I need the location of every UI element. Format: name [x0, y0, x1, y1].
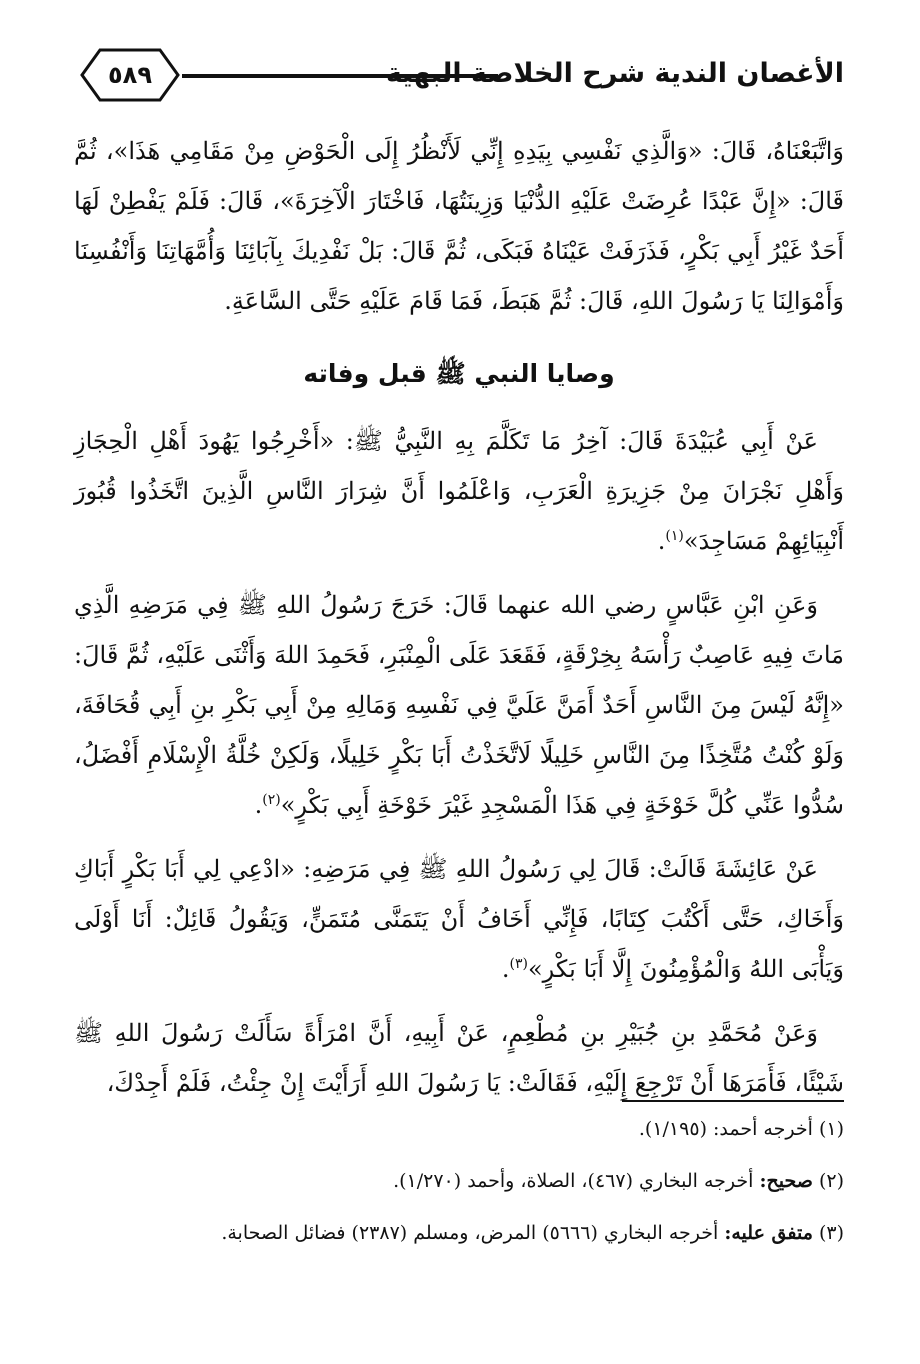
section-heading: وصايا النبي ﷺ قبل وفاته [303, 359, 615, 388]
paragraph-5-text: وَعَنْ مُحَمَّدِ بنِ جُبَيْرِ بنِ مُطْعِمٍ، عَنْ أَبِيهِ، أَنَّ امْرَأَةً سَأَلَتْ رَسُولَ اللهِ ﷺ شَيْئًا، فَأَمَرَهَا أَنْ تَرْجِعَ إِلَيْهِ، فَقَالَتْ: يَا رَسُولَ اللهِ أَرَأَيْتَ إِنْ جِئْتُ، فَلَمْ أَجِدْكَ، [74, 1019, 844, 1097]
footnote-divider [622, 1100, 844, 1102]
paragraph-1: وَاتَّبَعْنَاهُ، قَالَ: «وَالَّذِي نَفْسِي بِيَدِهِ إِنِّي لَأَنْظُرُ إِلَى الْحَوْضِ مِنْ مَقَامِي هَذَا»، ثُمَّ قَالَ: «إِنَّ عَبْدًا عُرِضَتْ عَلَيْهِ الدُّنْيَا وَزِينَتُهَا، فَاخْتَارَ الْآخِرَةَ»، قَالَ: فَلَمْ يَفْطِنْ لَهَا أَحَدٌ غَيْرُ أَبِي بَكْرٍ، فَذَرَفَتْ عَيْنَاهُ فَبَكَى، ثُمَّ قَالَ: بَلْ نَفْدِيكَ بِآبَائِنَا وَأُمَّهَاتِنَا وَأَنْفُسِنَا وَأَمْوَالِنَا يَا رَسُولَ اللهِ، قَالَ: ثُمَّ هَبَطَ، فَمَا قَامَ عَلَيْهِ حَتَّى السَّاعَةِ. [74, 137, 844, 315]
footnote-text: أخرجه البخاري (٥٦٦٦) المرض، ومسلم (٢٣٨٧) فضائل الصحابة. [221, 1222, 719, 1244]
footnote-number: (٢) [818, 1170, 844, 1192]
paragraph-4-text: عَنْ عَائِشَةَ قَالَتْ: قَالَ لِي رَسُولُ اللهِ ﷺ فِي مَرَضِهِ: «ادْعِي لِي أَبَا بَكْرٍ أَبَاكِ وَأَخَاكِ، حَتَّى أَكْتُبَ كِتَابًا، فَإِنِّي أَخَافُ أَنْ يَتَمَنَّى مُتَمَنٍّ، وَيَقُولُ قَائِلٌ: أَنَا أَوْلَى وَيَأْبَى اللهُ وَالْمُؤْمِنُونَ إِلَّا أَبَا بَكْرٍ» [74, 855, 844, 983]
page-number: ٥٨٩ [108, 61, 152, 89]
footnote-text: أخرجه البخاري (٤٦٧)، الصلاة، وأحمد (١/٢٧٠). [393, 1170, 754, 1192]
book-title: الأغصان الندية شرح الخلاصة البهية [386, 58, 844, 89]
footnote-2 [74, 1166, 844, 1196]
paragraph-5 [74, 1008, 844, 1108]
footnote-ref-2: (٢) [262, 792, 281, 808]
footnote-ref-3: (٣) [509, 956, 528, 972]
paragraph-3: وَعَنِ ابْنِ عَبَّاسٍ رضي الله عنهما قَالَ: خَرَجَ رَسُولُ اللهِ ﷺ فِي مَرَضِهِ الَّذِي مَاتَ فِيهِ عَاصِبٌ رَأْسَهُ بِخِرْقَةٍ، فَقَعَدَ عَلَى الْمِنْبَرِ، فَحَمِدَ اللهَ وَأَثْنَى عَلَيْهِ، ثُمَّ قَالَ: «إِنَّهُ لَيْسَ مِنَ النَّاسِ أَحَدٌ أَمَنَّ عَلَيَّ فِي نَفْسِهِ وَمَالِهِ مِنْ أَبِي بَكْرِ بنِ أَبِي قُحَافَةَ، وَلَوْ كُنْتُ مُتَّخِذًا مِنَ النَّاسِ خَلِيلًا لَاتَّخَذْتُ أَبَا بَكْرٍ خَلِيلًا، وَلَكِنْ خُلَّةُ الْإِسْلَامِ أَفْضَلُ، سُدُّوا عَنِّي كُلَّ خَوْخَةٍ فِي هَذَا الْمَسْجِدِ غَيْرَ خَوْخَةِ أَبِي بَكْرٍ»$^{(٢)}$. [74, 591, 844, 819]
paragraph-2: عَنْ أَبِي عُبَيْدَةَ قَالَ: آخِرُ مَا تَكَلَّمَ بِهِ النَّبِيُّ ﷺ: «أَخْرِجُوا يَهُودَ أَهْلِ الْحِجَازِ وَأَهْلِ نَجْرَانَ مِنْ جَزِيرَةِ الْعَرَبِ، وَاعْلَمُوا أَنَّ شِرَارَ النَّاسِ الَّذِينَ اتَّخَذُوا قُبُورَ أَنْبِيَائِهِمْ مَسَاجِدَ»$^{(١)}$. [74, 427, 844, 555]
paragraph-2-text: عَنْ أَبِي عُبَيْدَةَ قَالَ: آخِرُ مَا تَكَلَّمَ بِهِ النَّبِيُّ ﷺ: «أَخْرِجُوا يَهُودَ أَهْلِ الْحِجَازِ وَأَهْلِ نَجْرَانَ مِنْ جَزِيرَةِ الْعَرَبِ، وَاعْلَمُوا أَنَّ شِرَارَ النَّاسِ الَّذِينَ اتَّخَذُوا قُبُورَ أَنْبِيَائِهِمْ مَسَاجِدَ» [74, 427, 844, 555]
footnote-3 [74, 1218, 844, 1248]
page-number-badge [78, 46, 182, 104]
footnote-number: (١) [818, 1118, 844, 1140]
footnote-1 [74, 1114, 844, 1144]
footnote-ref-1: (١) [665, 528, 684, 544]
footnotes [74, 1114, 844, 1270]
page-header [78, 40, 844, 112]
main-text [74, 126, 844, 1108]
footnote-label: متفق عليه: [724, 1222, 813, 1244]
footnote-label: صحيح: [759, 1170, 813, 1192]
paragraph-4: عَنْ عَائِشَةَ قَالَتْ: قَالَ لِي رَسُولُ اللهِ ﷺ فِي مَرَضِهِ: «ادْعِي لِي أَبَا بَكْرٍ أَبَاكِ وَأَخَاكِ، حَتَّى أَكْتُبَ كِتَابًا، فَإِنِّي أَخَافُ أَنْ يَتَمَنَّى مُتَمَنٍّ، وَيَقُولُ قَائِلٌ: أَنَا أَوْلَى وَيَأْبَى اللهُ وَالْمُؤْمِنُونَ إِلَّا أَبَا بَكْرٍ»$^{(٣)}$. [74, 855, 844, 983]
footnote-text: أخرجه أحمد: (١/١٩٥). [638, 1118, 813, 1140]
footnote-number: (٣) [818, 1222, 844, 1244]
paragraph-3-text: وَعَنِ ابْنِ عَبَّاسٍ رضي الله عنهما قَالَ: خَرَجَ رَسُولُ اللهِ ﷺ فِي مَرَضِهِ الَّذِي مَاتَ فِيهِ عَاصِبٌ رَأْسَهُ بِخِرْقَةٍ، فَقَعَدَ عَلَى الْمِنْبَرِ، فَحَمِدَ اللهَ وَأَثْنَى عَلَيْهِ، ثُمَّ قَالَ: «إِنَّهُ لَيْسَ مِنَ النَّاسِ أَحَدٌ أَمَنَّ عَلَيَّ فِي نَفْسِهِ وَمَالِهِ مِنْ أَبِي بَكْرِ بنِ أَبِي قُحَافَةَ، وَلَوْ كُنْتُ مُتَّخِذًا مِنَ النَّاسِ خَلِيلًا لَاتَّخَذْتُ أَبَا بَكْرٍ خَلِيلًا، وَلَكِنْ خُلَّةُ الْإِسْلَامِ أَفْضَلُ، سُدُّوا عَنِّي كُلَّ خَوْخَةٍ فِي هَذَا الْمَسْجِدِ غَيْرَ خَوْخَةِ أَبِي بَكْرٍ» [74, 591, 844, 819]
